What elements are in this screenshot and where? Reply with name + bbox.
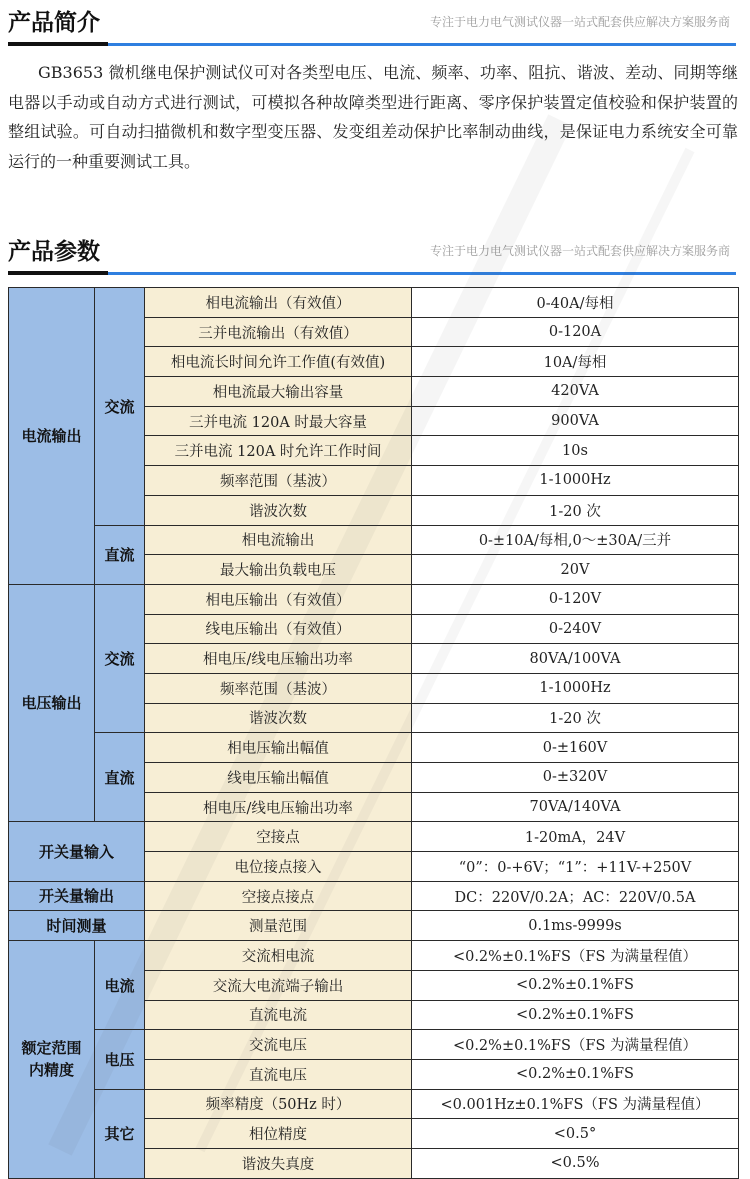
- subcategory-current-dc: 直流: [95, 525, 145, 584]
- param-value: 80VA/100VA: [412, 644, 739, 674]
- param-value: <0.001Hz±0.1%FS（FS 为满量程值）: [412, 1089, 739, 1119]
- param-name: 相位精度: [145, 1119, 412, 1149]
- table-row: [9, 822, 739, 852]
- param-name: 交流电压: [145, 1030, 412, 1060]
- param-name: 谐波次数: [145, 703, 412, 733]
- params-section-title: 产品参数: [8, 239, 100, 265]
- category-switch-input: 开关量输入: [9, 822, 145, 881]
- param-value: 0-120A: [412, 317, 739, 347]
- category-current-output: 电流输出: [9, 288, 95, 585]
- param-value: 0-±320V: [412, 763, 739, 793]
- param-value: 1-1000Hz: [412, 466, 739, 496]
- param-value: 70VA/140VA: [412, 792, 739, 822]
- params-section-underline: [8, 271, 108, 275]
- param-name: 三并电流输出（有效值）: [145, 317, 412, 347]
- category-accuracy-line2: 内精度: [28, 1061, 74, 1080]
- param-name: 直流电压: [145, 1059, 412, 1089]
- param-value: 0-40A/每相: [412, 288, 739, 318]
- param-value: <0.2%±0.1%FS（FS 为满量程值）: [412, 941, 739, 971]
- param-name: 三并电流 120A 时最大容量: [145, 406, 412, 436]
- param-value: 20V: [412, 555, 739, 585]
- table-row: [9, 941, 739, 971]
- param-value: <0.2%±0.1%FS: [412, 1059, 739, 1089]
- param-value: “0”：0-+6V；“1”：+11V-+250V: [412, 852, 739, 882]
- param-name: 谐波次数: [145, 495, 412, 525]
- param-value: 1-20mA，24V: [412, 822, 739, 852]
- param-value: <0.5°: [412, 1119, 739, 1149]
- param-name: 相电压输出（有效值）: [145, 584, 412, 614]
- param-value: 0-±160V: [412, 733, 739, 763]
- parameter-table: [8, 287, 739, 1179]
- category-accuracy-line1: 额定范围: [21, 1039, 82, 1058]
- param-name: 空接点: [145, 822, 412, 852]
- param-value: 10s: [412, 436, 739, 466]
- param-value: DC：220V/0.2A；AC：220V/0.5A: [412, 881, 739, 911]
- param-name: 相电流输出（有效值）: [145, 288, 412, 318]
- param-name: 最大输出负载电压: [145, 555, 412, 585]
- param-value: 0-120V: [412, 584, 739, 614]
- param-name: 交流相电流: [145, 941, 412, 971]
- param-name: 频率范围（基波）: [145, 673, 412, 703]
- param-value: 10A/每相: [412, 347, 739, 377]
- category-voltage-output: 电压输出: [9, 584, 95, 822]
- param-value: 1-20 次: [412, 703, 739, 733]
- param-name: 相电压输出幅值: [145, 733, 412, 763]
- intro-section-slogan: 专注于电力电气测试仪器一站式配套供应解决方案服务商: [429, 15, 730, 29]
- table-row: [9, 1089, 739, 1119]
- category-time-measurement: 时间测量: [9, 911, 145, 941]
- param-name: 相电流长时间允许工作值(有效值): [145, 347, 412, 377]
- param-value: <0.2%±0.1%FS: [412, 1000, 739, 1030]
- table-row: [9, 1030, 739, 1060]
- table-row: [9, 911, 739, 941]
- table-row: [9, 288, 739, 318]
- param-name: 交流大电流端子输出: [145, 970, 412, 1000]
- param-name: 直流电流: [145, 1000, 412, 1030]
- params-section-slogan: 专注于电力电气测试仪器一站式配套供应解决方案服务商: [429, 244, 730, 258]
- param-name: 电位接点接入: [145, 852, 412, 882]
- param-name: 谐波失真度: [145, 1148, 412, 1178]
- param-name: 频率范围（基波）: [145, 466, 412, 496]
- param-value: 1-1000Hz: [412, 673, 739, 703]
- subcategory-voltage-ac: 交流: [95, 584, 145, 732]
- param-value: 1-20 次: [412, 495, 739, 525]
- param-value: 0-240V: [412, 614, 739, 644]
- table-row: [9, 881, 739, 911]
- table-row: [9, 584, 739, 614]
- param-name: 相电压/线电压输出功率: [145, 792, 412, 822]
- param-name: 频率精度（50Hz 时）: [145, 1089, 412, 1119]
- param-name: 线电压输出幅值: [145, 763, 412, 793]
- param-name: 三并电流 120A 时允许工作时间: [145, 436, 412, 466]
- param-value: 0.1ms-9999s: [412, 911, 739, 941]
- category-accuracy: [9, 941, 95, 1179]
- table-row: [9, 733, 739, 763]
- param-value: 0-±10A/每相,0～±30A/三并: [412, 525, 739, 555]
- intro-section-underline: [8, 42, 108, 46]
- param-name: 线电压输出（有效值）: [145, 614, 412, 644]
- table-row: [9, 525, 739, 555]
- params-section-header: [0, 229, 750, 279]
- param-name: 相电流输出: [145, 525, 412, 555]
- intro-paragraph: GB3653 微机继电保护测试仪可对各类型电压、电流、频率、功率、阻抗、谐波、差动、同期等继电器以手动或自动方式进行测试，可模拟各种故障类型进行距离、零序保护装置定值校验和保护装置的整组试验。可自动扫描微机和数字型变压器、发变组差动保护比率制动曲线，是保证电力系统安全可靠运行的一种重要测试工具。: [8, 63, 738, 171]
- param-name: 相电流最大输出容量: [145, 377, 412, 407]
- param-name: 空接点接点: [145, 881, 412, 911]
- subcategory-current-ac: 交流: [95, 288, 145, 526]
- subcategory-voltage-dc: 直流: [95, 733, 145, 822]
- category-switch-output: 开关量输出: [9, 881, 145, 911]
- subcategory-accuracy-current: 电流: [95, 941, 145, 1030]
- param-name: 测量范围: [145, 911, 412, 941]
- subcategory-accuracy-other: 其它: [95, 1089, 145, 1178]
- params-section-divider: [108, 272, 736, 275]
- param-name: 相电压/线电压输出功率: [145, 644, 412, 674]
- param-value: <0.2%±0.1%FS（FS 为满量程值）: [412, 1030, 739, 1060]
- param-value: 900VA: [412, 406, 739, 436]
- intro-section-title: 产品简介: [8, 10, 100, 36]
- param-value: <0.5%: [412, 1148, 739, 1178]
- param-value: 420VA: [412, 377, 739, 407]
- intro-section-header: [0, 0, 750, 50]
- param-value: <0.2%±0.1%FS: [412, 970, 739, 1000]
- subcategory-accuracy-voltage: 电压: [95, 1030, 145, 1089]
- intro-section-divider: [108, 43, 736, 46]
